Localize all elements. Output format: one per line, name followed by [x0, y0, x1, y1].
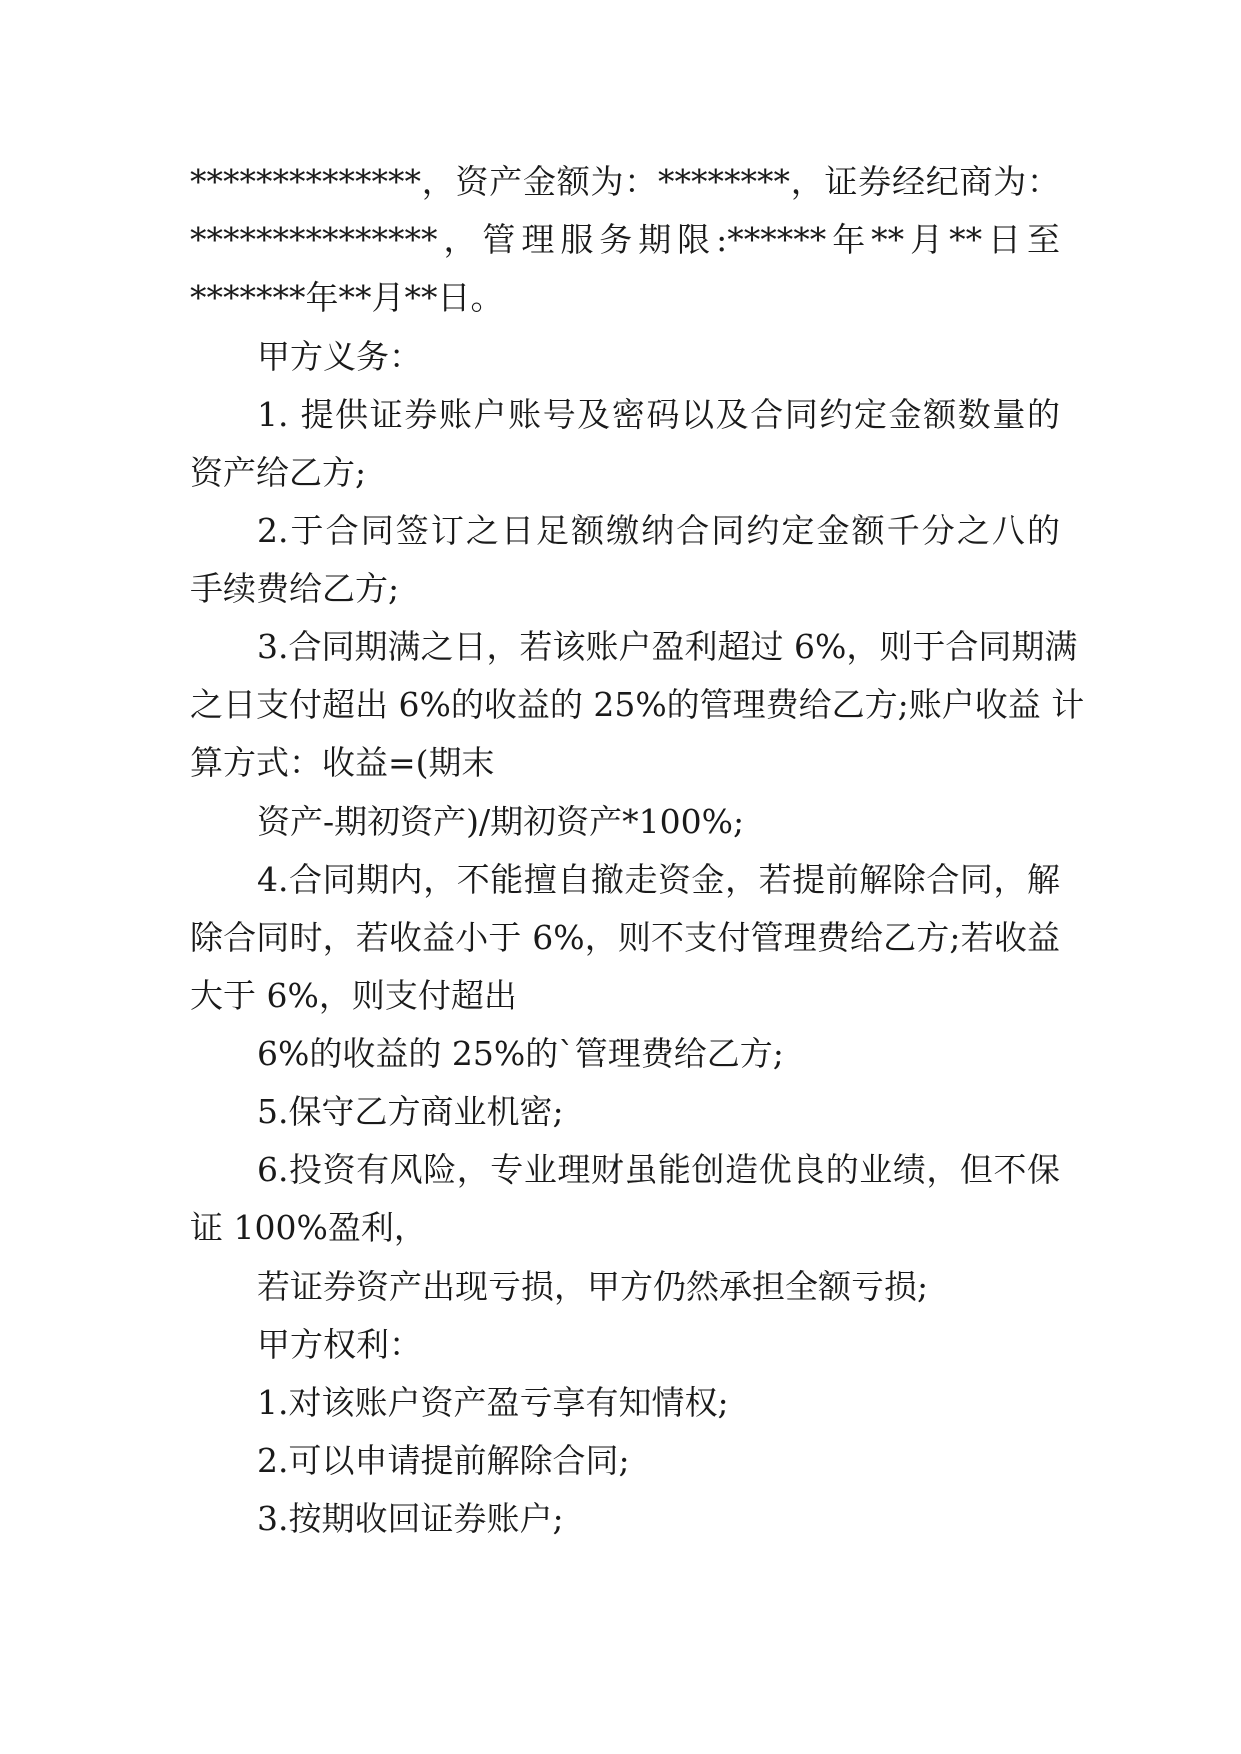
- text-line: 手续费给乙方;: [190, 569, 400, 608]
- text-line: 算方式：收益=(期末: [190, 743, 495, 782]
- text-line: 6.投资有风险，专业理财虽能创造优良的业绩，但不保: [257, 1150, 1060, 1189]
- text-line: 6%的收益的 25%的`管理费给乙方;: [257, 1034, 784, 1073]
- text-line: 之日支付超出 6%的收益的 25%的管理费给乙方;账户收益 计: [190, 685, 1085, 724]
- text-line: 资产-期初资产)/期初资产*100%;: [257, 802, 745, 841]
- text-line: 2.于合同签订之日足额缴纳合同约定金额千分之八的: [257, 511, 1060, 550]
- text-line: 1. 提供证券账户账号及密码以及合同约定金额数量的: [257, 395, 1060, 434]
- section-heading: 甲方权利：: [257, 1325, 422, 1364]
- text-line: 3.按期收回证券账户;: [257, 1499, 564, 1538]
- text-line: 除合同时，若收益小于 6%，则不支付管理费给乙方;若收益: [190, 918, 1060, 957]
- text-line: 1.对该账户资产盈亏享有知情权;: [257, 1383, 729, 1422]
- text-line: 资产给乙方;: [190, 453, 367, 492]
- text-line: *******年**月**日。: [190, 278, 504, 317]
- text-line: 大于 6%，则支付超出: [190, 976, 517, 1015]
- text-line: 4.合同期内，不能擅自撤走资金，若提前解除合同，解: [257, 860, 1060, 899]
- text-line: 2.可以申请提前解除合同;: [257, 1441, 630, 1480]
- text-line: 证 100%盈利，: [190, 1208, 427, 1247]
- text-line: **************，资产金额为：********，证券经纪商为：: [190, 162, 1060, 201]
- text-line: 5.保守乙方商业机密;: [257, 1092, 564, 1131]
- text-line: 3.合同期满之日，若该账户盈利超过 6%，则于合同期满: [257, 627, 1078, 666]
- text-line: 若证券资产出现亏损，甲方仍然承担全额亏损;: [257, 1267, 929, 1306]
- text-line: ***************，管理服务期限:******年**月**日至: [190, 220, 1060, 259]
- section-heading: 甲方义务：: [257, 337, 422, 376]
